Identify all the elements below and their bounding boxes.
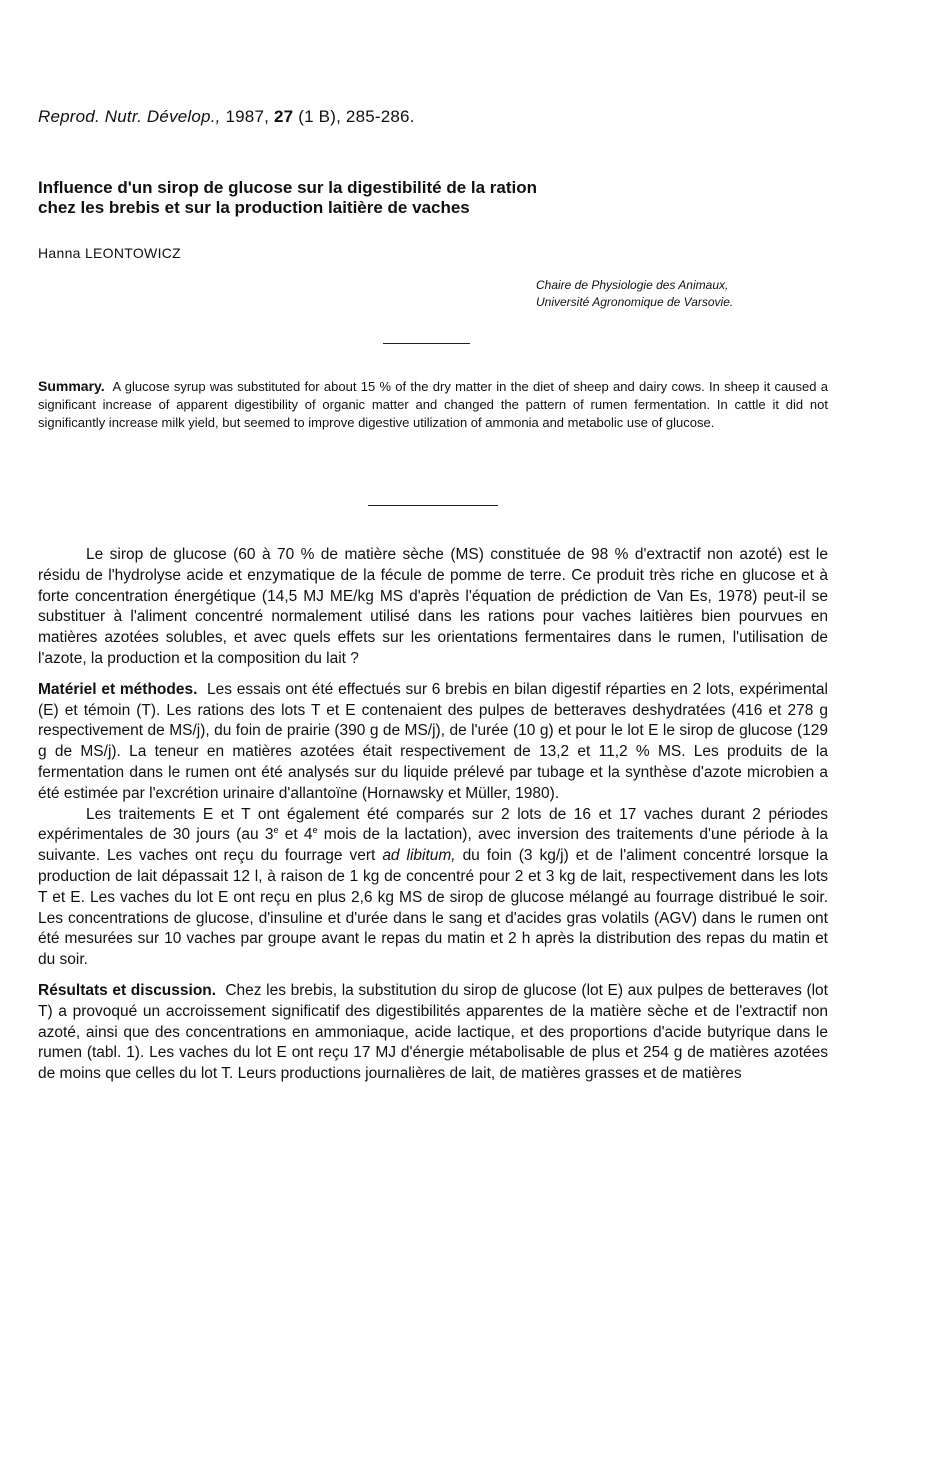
divider-bottom: [368, 505, 498, 506]
article-title: [38, 178, 798, 218]
author: Hanna LEONTOWICZ: [38, 245, 182, 261]
ad-libitum: ad libitum,: [382, 847, 456, 865]
methods-heading: Matériel et méthodes.: [38, 680, 198, 698]
methods-text-2b: et 4: [278, 826, 313, 844]
methods-text-1: Les essais ont été effectués sur 6 brebis en bilan digestif réparties en 2 lots, expérimental (E) et témoin (T). Les rations des lots T et E contenaient des pulpes de betteraves deshydratées (416 et 278 g respectivement de MS/j), du foin de prairie (390 g de MS/j), de l'urée (10 g) et pour le lot E le sirop de glucose (129 g de MS/j). La teneur en matières azotées était respectivement de 13,2 et 11,2 % MS. Les produits de la fermentation dans le rumen ont été analysés sur du liquide prélevé par tubage et la synthèse d'azote microbien a été estimée par l'excrétion urinaire d'allantoïne (Hornawsky et Müller, 1980).: [38, 680, 828, 802]
journal-name: Reprod. Nutr. Dévelop.,: [38, 107, 221, 126]
citation-volume: 27: [273, 107, 294, 126]
divider-top: [383, 343, 470, 344]
citation-issue-pages: (1 B), 285-286.: [298, 107, 415, 126]
methods-text-2d: du foin (3 kg/j) et de l'aliment concentré lorsque la production de lait dépassait 12 l, à raison de 1 kg de concentré pour 2 et 3 kg de lait, respectivement dans les lots T et E. Les vaches du lot E ont reçu en plus 2,6 kg MS de sirop de glucose mélangé au fourrage distribué le soir. Les concentrations de glucose, d'insuline et d'urée dans le sang et d'acides gras volatils (AGV) dans le rumen ont été mesurées sur 10 vaches par groupe avant le repas du matin et 2 h après la distribution des repas du matin et du soir.: [38, 847, 828, 969]
summary-label: Summary.: [38, 378, 105, 394]
methods-text-2c: mois de la lactation), avec inversion des traitements d'une période à la suivante. Les vaches ont reçu du fourrage vert: [38, 826, 828, 865]
title-line-2: chez les brebis et sur la production laitière de vaches: [38, 198, 470, 217]
article-body: [38, 545, 828, 1085]
methods-paragraph-2: [38, 805, 828, 971]
results-text: Chez les brebis, la substitution du sirop de glucose (lot E) aux pulpes de betteraves (lot T) a provoqué un accroissement significatif des digestibilités apparentes de la matière sèche et de l'extractif non azoté, ainsi que des concentrations en ammoniaque, acide lactique, et des proportions d'acide butyrique dans le rumen (tabl. 1). Les vaches du lot E ont reçu 17 MJ d'énergie métabolisable de plus et 254 g de matières azotées de moins que celles du lot T. Leurs productions journalières de lait, de matières grasses et de matières: [38, 981, 828, 1083]
affiliation-line-2: Université Agronomique de Varsovie.: [536, 295, 734, 309]
methods-paragraph-1: [38, 680, 828, 805]
citation-year: 1987,: [225, 107, 270, 126]
ordinal-sup-1: e: [273, 825, 279, 836]
intro-paragraph: Le sirop de glucose (60 à 70 % de matière sèche (MS) constituée de 98 % d'extractif non azoté) est le résidu de l'hydrolyse acide et enzymatique de la fécule de pomme de terre. Ce produit très riche en glucose et à forte concentration énergétique (14,5 MJ ME/kg MS d'après l'équation de prédiction de Van Es, 1978) peut-il se substituer à l'aliment concentré normalement utilisé dans les rations pour vaches laitières bien pourvues en matières azotées solubles, et avec quels effets sur les orientations fermentaires dans le rumen, l'utilisation de l'azote, la production et la composition du lait ?: [38, 546, 828, 667]
affiliation-line-1: Chaire de Physiologie des Animaux,: [536, 278, 729, 292]
results-paragraph: [38, 981, 828, 1085]
results-heading: Résultats et discussion.: [38, 981, 217, 999]
summary: [38, 377, 828, 432]
summary-text: A glucose syrup was substituted for about 15 % of the dry matter in the diet of sheep and dairy cows. In sheep it caused a significant increase of apparent digestibility of organic matter and changed the pattern of rumen fermentation. In cattle it did not significantly increase milk yield, but seemed to improve digestive utilization of ammonia and metabolic use of glucose.: [38, 379, 828, 430]
ordinal-sup-2: e: [312, 825, 318, 836]
title-line-1: Influence d'un sirop de glucose sur la digestibilité de la ration: [38, 178, 538, 197]
citation: [38, 107, 415, 127]
methods-text-2a: Les traitements E et T ont également été comparés sur 2 lots de 16 et 17 vaches durant 2 périodes expérimentales de 30 jours (au 3: [38, 805, 828, 844]
affiliation: [536, 277, 836, 311]
